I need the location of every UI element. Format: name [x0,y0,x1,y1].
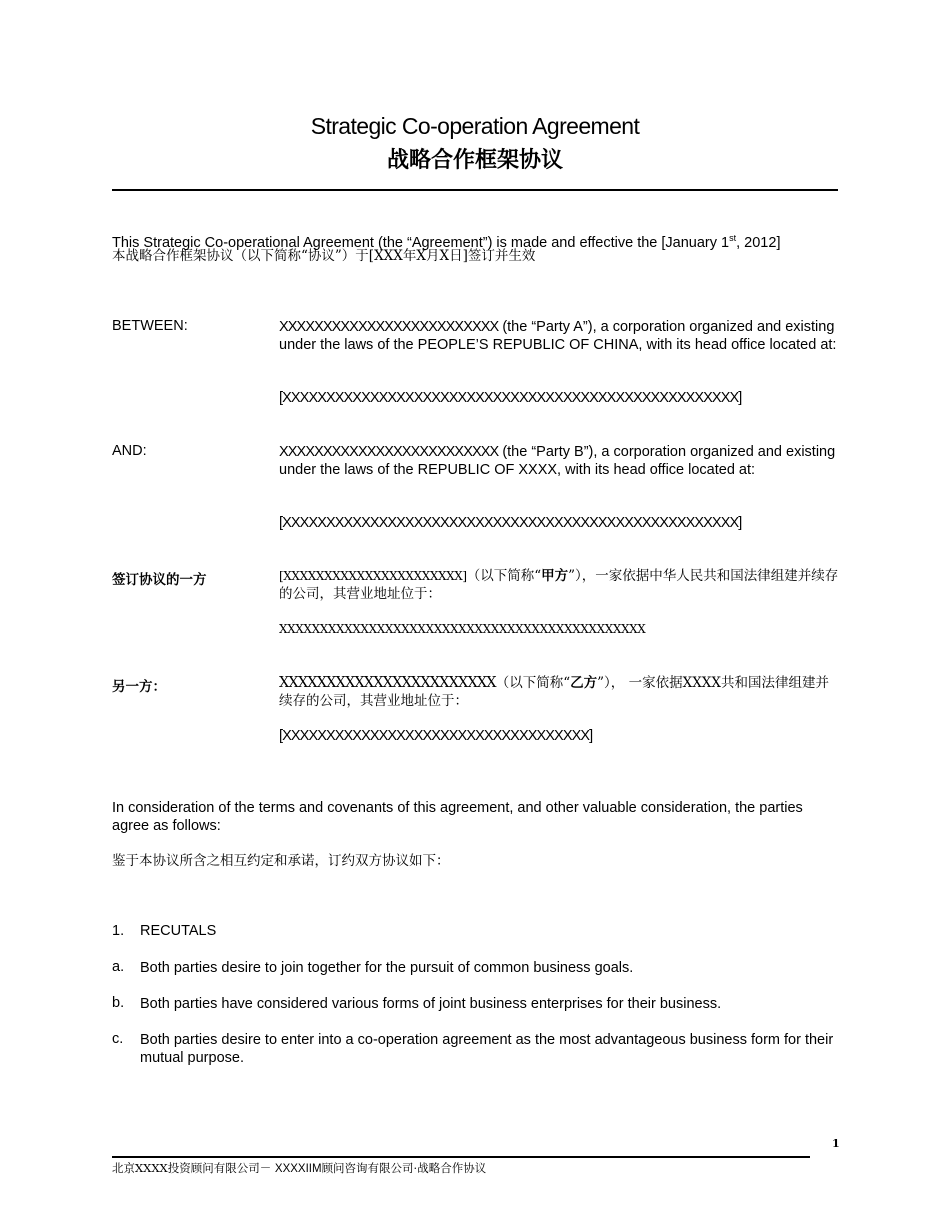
zh-party-a-description: [XXXXXXXXXXXXXXXXXXXXXX]（以下简称“甲方”），一家依据中华人民共和国法律组建并续存的公司，其营业地址位于： [279,568,839,602]
document-title-zh: 战略合作框架协议 [386,148,563,173]
list-item-marker: c. [112,1031,124,1047]
document-title: Strategic Co-operation Agreement [310,113,640,139]
list-item-marker: b. [112,995,125,1011]
between-label: BETWEEN: [112,318,188,334]
title-divider [112,189,838,191]
zh-party-a-address: XXXXXXXXXXXXXXXXXXXXXXXXXXXXXXXXXXXXXXXXXXXXX [279,622,646,636]
page-number: 1 [832,1137,840,1150]
and-label: AND: [112,443,147,459]
footer-text: 北京XXXX投资顾问有限公司－ XXXXIIM顾问咨询有限公司·战略合作协议 [112,1161,487,1175]
list-item: Both parties desire to join together for the pursuit of common business goals. [140,960,634,976]
list-item: Both parties have considered various forms of joint business enterprises for their business. [140,996,722,1012]
intro-en: This Strategic Co-operational Agreement (the “Agreement”) is made and effective the [January 1st, 2012] [112,233,781,251]
party-b-description: XXXXXXXXXXXXXXXXXXXXXXXXX (the “Party B”), a corporation organized and existing under the laws of the REPUBLIC OF XXXX, with its head office located at: [279,444,836,478]
footer-divider [112,1156,810,1158]
zh-party-b-label: 另一方： [112,679,166,695]
section-1-number: 1. [112,923,125,939]
zh-party-b-address: [XXXXXXXXXXXXXXXXXXXXXXXXXXXXXXXXXXX] [279,728,593,744]
consideration-zh: 鉴于本协议所含之相互约定和承诺，订约双方协议如下： [112,853,450,869]
list-item-marker: a. [112,959,125,975]
intro-zh: 本战略合作框架协议（以下简称“协议”）于[XXX年X月X日]签订并生效 [112,248,536,264]
party-a-address: [XXXXXXXXXXXXXXXXXXXXXXXXXXXXXXXXXXXXXXXXXXXXXXXXXXXX] [279,390,742,406]
section-1-heading: RECUTALS [140,923,217,939]
party-a-description: XXXXXXXXXXXXXXXXXXXXXXXXX (the “Party A”), a corporation organized and existing under the laws of the PEOPLE’S REPUBLIC OF CHINA, with its head office located at: [279,319,837,353]
list-item: Both parties desire to enter into a co-operation agreement as the most advantageous business form for their mutual purpose. [140,1032,834,1066]
party-b-address: [XXXXXXXXXXXXXXXXXXXXXXXXXXXXXXXXXXXXXXXXXXXXXXXXXXXX] [279,515,742,531]
zh-party-b-description: XXXXXXXXXXXXXXXXXXXXXXX（以下简称“乙方”）， 一家依据XXXX共和国法律组建并续存的公司，其营业地址位于： [279,675,830,709]
consideration-en: In consideration of the terms and covenants of this agreement, and other valuable consideration, the parties agree as follows: [112,800,803,834]
zh-party-a-label: 签订协议的一方 [112,572,207,588]
